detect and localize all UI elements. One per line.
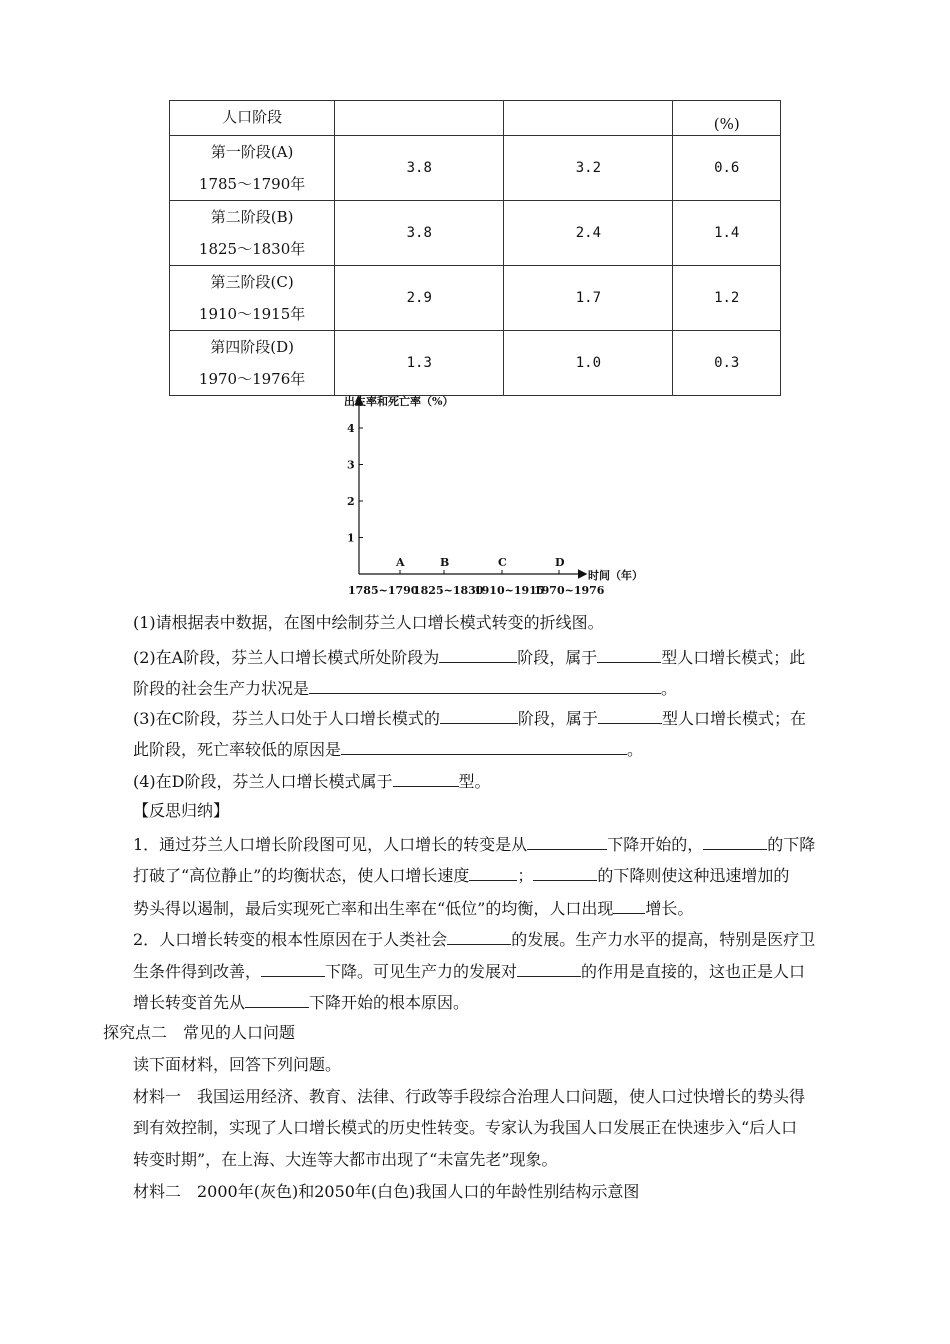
answer-blank[interactable] [261,960,325,977]
reflection-1-line2 [133,864,789,886]
table-row [170,136,781,201]
r1-text-c: 的下降 [767,835,816,854]
section-2-title: 探究点二 常见的人口问题 [103,1023,296,1042]
question-3-line2 [133,738,643,760]
death-rate-cell: 1.7 [504,266,673,331]
q3-text-e: 。 [627,740,644,759]
answer-blank[interactable] [393,770,459,787]
table-row [170,331,781,396]
r1-text-h: 增长。 [645,899,694,918]
birth-rate-cell: 2.9 [335,266,504,331]
r1-text-a: 1．通过芬兰人口增长阶段图可见，人口增长的转变是从 [133,835,528,854]
point-label: D [555,556,565,569]
r1-text-e: ； [517,866,534,885]
answer-blank[interactable] [440,707,518,724]
table-row [170,201,781,266]
r1-text-g: 势头得以遏制，最后实现死亡率和出生率在“低位”的均衡，人口出现 [133,899,614,918]
q3-text-c: 型人口增长模式；在 [661,709,806,728]
reflection-title: 【反思归纳】 [133,801,230,820]
r2-text-c: 生条件得到改善， [133,962,262,981]
growth-rate-cell: 1.4 [673,201,781,266]
header-growth: (%) [673,101,781,136]
stage-years: 1910～1915年 [198,305,306,323]
x-category-label: 1910~1915 [474,584,545,597]
q2-text-d: 阶段的社会生产力状况是 [133,679,310,698]
point-label: A [396,556,405,569]
header-birth [335,101,504,136]
x-category-label: 1970~1976 [534,584,605,597]
question-3-line1 [133,707,806,729]
reflection-1-line3 [133,897,693,919]
question-4 [133,770,491,792]
reflection-2-line2 [133,960,805,982]
header-death [504,101,673,136]
material-1-line2: 到有效控制，实现了人口增长模式的历史性转变。专家认为我国人口发展正在快速步入“后人口 [133,1118,798,1137]
table-row [170,266,781,331]
r2-text-d: 下降。可见生产力的发展对 [325,962,518,981]
stage-name: 第四阶段(D) [210,338,294,356]
stage-cell [170,201,335,266]
q3-text-d: 此阶段，死亡率较低的原因是 [133,740,342,759]
answer-blank[interactable] [533,864,597,881]
stage-cell [170,331,335,396]
birth-rate-cell: 3.8 [335,201,504,266]
reflection-2-line1 [133,928,815,950]
q2-text-e: 。 [661,679,678,698]
answer-blank[interactable] [517,960,581,977]
birth-rate-cell: 1.3 [335,331,504,396]
q3-text-a: (3)在C阶段，芬兰人口处于人口增长模式的 [133,709,440,728]
population-stage-table [169,100,781,396]
stage-years: 1785～1790年 [198,175,306,193]
growth-rate-cell: 0.3 [673,331,781,396]
stage-name: 第二阶段(B) [210,208,294,226]
answer-blank[interactable] [598,707,662,724]
x-points [348,556,605,597]
r1-text-b: 下降开始的， [607,835,704,854]
death-rate-cell: 1.0 [504,331,673,396]
r2-text-f: 增长转变首先从 [133,993,246,1012]
death-rate-cell: 2.4 [504,201,673,266]
material-1-line3: 转变时期”，在上海、大连等大都市出现了“未富先老”现象。 [133,1150,558,1169]
q2-text-b: 阶段，属于 [517,648,598,667]
y-tick-label: 3 [347,458,355,472]
q2-text-a: (2)在A阶段，芬兰人口增长模式所处阶段为 [133,648,440,667]
q3-text-b: 阶段，属于 [517,709,598,728]
q2-text-c: 型人口增长模式；此 [661,648,806,667]
material-1-line1: 材料一 我国运用经济、教育、法律、行政等手段综合治理人口问题，使人口过快增长的势头得 [133,1087,806,1106]
answer-blank[interactable] [439,646,517,663]
answer-blank[interactable] [447,928,511,945]
x-category-label: 1825~1830 [413,584,484,597]
blank-line-chart [330,388,650,598]
q4-text-b: 型。 [458,772,491,791]
answer-blank[interactable] [703,833,767,850]
r2-text-e: 的作用是直接的，这也正是人口 [581,962,806,981]
y-axis-label: 出生率和死亡率（%） [344,395,454,408]
point-label: B [440,556,450,569]
x-axis-label: 时间（年） [588,569,643,582]
growth-rate-cell: 0.6 [673,136,781,201]
answer-blank[interactable] [309,677,661,694]
answer-blank[interactable] [341,738,627,755]
r2-text-b: 的发展。生产力水平的提高，特别是医疗卫 [511,930,816,949]
answer-blank[interactable] [527,833,607,850]
stage-name: 第三阶段(C) [210,273,294,291]
y-tick-label: 2 [347,495,355,508]
r1-text-d: 打破了“高位静止”的均衡状态，使人口增长速度 [133,866,470,885]
answer-blank[interactable] [245,991,309,1008]
answer-blank[interactable] [597,646,661,663]
x-category-label: 1785~1790 [348,584,419,597]
reflection-2-line3 [133,991,469,1013]
growth-rate-cell: 1.2 [673,266,781,331]
table-header-row [170,101,781,136]
point-label: C [498,556,507,569]
r1-text-f: 的下降则使这种迅速增加的 [597,866,790,885]
y-ticks [347,422,363,545]
q4-text-a: (4)在D阶段，芬兰人口增长模式属于 [133,772,393,791]
stage-cell [170,136,335,201]
stage-years: 1825～1830年 [198,240,306,258]
question-2-line1 [133,646,805,668]
y-tick-label: 1 [347,531,355,545]
answer-blank[interactable] [613,897,645,914]
question-2-line2 [133,677,677,699]
material-2-caption: 材料二 2000年(灰色)和2050年(白色)我国人口的年龄性别结构示意图 [133,1182,640,1201]
r2-text-a: 2．人口增长转变的根本性原因在于人类社会 [133,930,448,949]
birth-rate-cell: 3.8 [335,136,504,201]
header-stage: 人口阶段 [170,101,335,136]
reflection-1-line1 [133,833,815,855]
question-1: (1)请根据表中数据，在图中绘制芬兰人口增长模式转变的折线图。 [133,613,604,632]
stage-name: 第一阶段(A) [210,143,294,161]
stage-cell [170,266,335,331]
section-2-intro: 读下面材料，回答下列问题。 [133,1055,342,1074]
y-tick-label: 4 [347,422,355,435]
death-rate-cell: 3.2 [504,136,673,201]
answer-blank[interactable] [469,864,517,881]
r2-text-g: 下降开始的根本原因。 [309,993,470,1012]
stage-years: 1970～1976年 [198,370,306,388]
